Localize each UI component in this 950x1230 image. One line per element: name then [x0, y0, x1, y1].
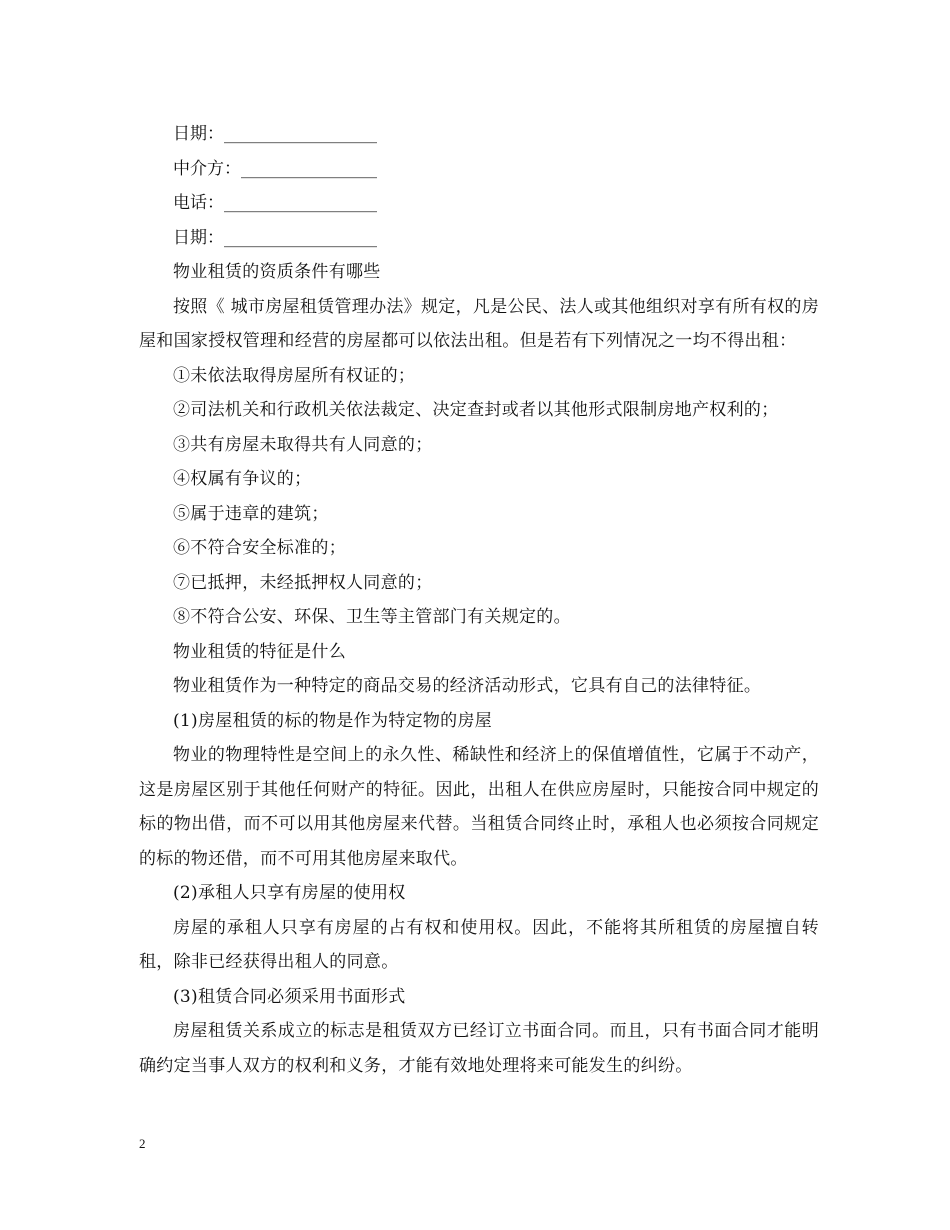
phone-label: 电话：	[173, 193, 224, 213]
phone-field	[139, 186, 819, 221]
date-field-2	[139, 221, 819, 256]
list-item-7: ⑦已抵押，未经抵押权人同意的；	[173, 572, 433, 593]
list-item-2: ②司法机关和行政机关依法裁定、决定查封或者以其他形式限制房地产权利的；	[173, 400, 779, 420]
subheading-feature-1: (1)房屋租赁的标的物是作为特定物的房屋	[173, 710, 493, 731]
date-blank-line-2: __________________	[224, 227, 377, 248]
page-number: 2	[139, 1136, 146, 1151]
paragraph-feature-1: 物业的物理特性是空间上的永久性、稀缺性和经济上的保值增值性，它属于不动产，这是房屋区别于其他任何财产的特征。因此，出租人在供应房屋时，只能按合同中规定的标的物出借，而不可以用其他房屋来代替。当租赁合同终止时，承租人也必须按合同规定的标的物还借，而不可用其他房屋来取代。	[139, 745, 819, 869]
paragraph-feature-2: 房屋的承租人只享有房屋的占有权和使用权。因此，不能将其所租赁的房屋擅自转租，除非已经获得出租人的同意。	[139, 917, 819, 972]
list-item-6: ⑥不符合安全标准的；	[173, 538, 346, 558]
paragraph-regulations: 按照《 城市房屋租赁管理办法》规定，凡是公民、法人或其他组织对享有所有权的房屋和国家授权管理和经营的房屋都可以依法出租。但是若有下列情况之一均不得出租：	[139, 296, 819, 351]
agent-label: 中介方：	[173, 158, 241, 179]
section-heading-qualifications: 物业租赁的资质条件有哪些	[173, 262, 381, 282]
list-item-8: ⑧不符合公安、环保、卫生等主管部门有关规定的。	[173, 607, 571, 627]
list-item-1: ①未依法取得房屋所有权证的；	[173, 365, 416, 386]
date-label-2: 日期：	[173, 227, 224, 248]
list-item-4: ④权属有争议的；	[173, 469, 312, 489]
list-item-5: ⑤属于违章的建筑；	[173, 503, 329, 524]
section-heading-features: 物业租赁的特征是什么	[173, 641, 346, 662]
date-blank-line: __________________	[224, 124, 377, 144]
date-field	[139, 117, 819, 152]
date-label: 日期：	[173, 124, 224, 144]
subheading-feature-3: (3)租赁合同必须采用书面形式	[173, 986, 406, 1007]
list-item-3: ③共有房屋未取得共有人同意的；	[173, 434, 433, 455]
agent-blank-line: ________________	[241, 158, 377, 179]
document-body	[139, 117, 819, 1083]
subheading-feature-2: (2)承租人只享有房屋的使用权	[173, 883, 406, 903]
phone-blank-line: __________________	[224, 193, 377, 213]
agent-field	[139, 152, 819, 187]
paragraph-feature-3: 房屋租赁关系成立的标志是租赁双方已经订立书面合同。而且，只有书面合同才能明确约定当事人双方的权利和义务，才能有效地处理将来可能发生的纠纷。	[139, 1021, 819, 1076]
paragraph-features-intro: 物业租赁作为一种特定的商品交易的经济活动形式，它具有自己的法律特征。	[173, 676, 762, 696]
